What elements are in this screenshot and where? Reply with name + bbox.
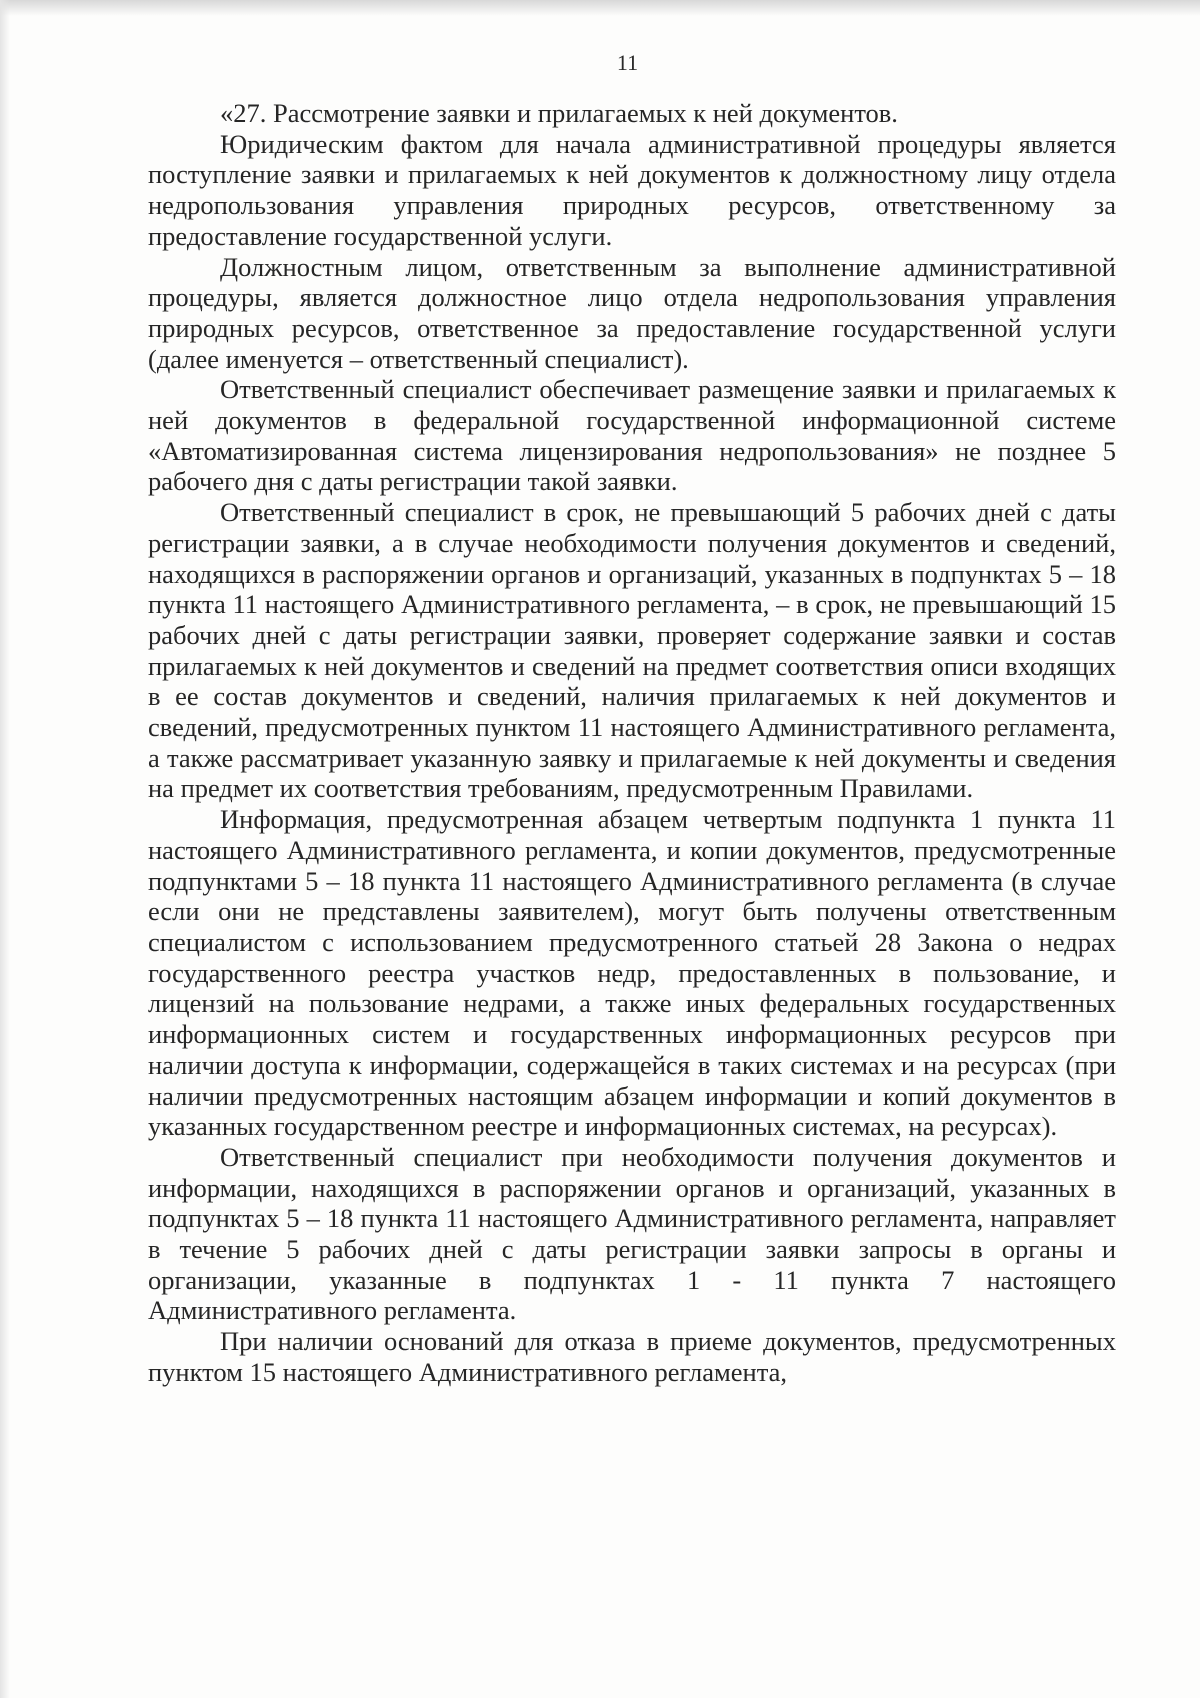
paragraph-responsible-official: Должностным лицом, ответственным за выполнение административной процедуры, является должностное лицо отдела недропользования управления природных ресурсов, ответственное за предоставление государственной услуги (далее именуется – ответственный специалист). (148, 251, 1116, 374)
paragraph-information-sources: Информация, предусмотренная абзацем четвертым подпункта 1 пункта 11 настоящего Административного регламента, и копии документов, предусмотренные подпунктами 5 – 18 пункта 11 настоящего Административного регламента (в случае если они не представлены заявителем), могут быть получены ответственным специалистом с использованием предусмотренного статьей 28 Закона о недрах государственного реестра участков недр, предоставленных в пользование, и лицензий на пользование недрами, а также иных федеральных государственных информационных систем и государственных информационных ресурсов при наличии доступа к информации, содержащейся в таких системах и на ресурсах (при наличии предусмотренных настоящим абзацем информации и копий документов в указанных государственном реестре и информационных системах, на ресурсах). (148, 804, 1116, 1142)
scan-edge-top (0, 0, 1200, 16)
paragraph-refusal-grounds: При наличии оснований для отказа в приеме документов, предусмотренных пунктом 15 настоящего Административного регламента, (148, 1326, 1116, 1387)
paragraph-review-terms: Ответственный специалист в срок, не превышающий 5 рабочих дней с даты регистрации заявки, а в случае необходимости получения документов и сведений, находящихся в распоряжении органов и организаций, указанных в подпунктах 5 – 18 пункта 11 настоящего Административного регламента, – в срок, не превышающий 15 рабочих дней с даты регистрации заявки, проверяет содержание заявки и состав прилагаемых к ней документов и сведений на предмет соответствия описи входящих в ее состав документов и сведений, наличия прилагаемых к ней документов и сведений, предусмотренных пунктом 11 настоящего Административного регламента, а также рассматривает указанную заявку и прилагаемые к ней документы и сведения на предмет их соответствия требованиям, предусмотренным Правилами. (148, 497, 1116, 804)
paragraph-section-27-title: «27. Рассмотрение заявки и прилагаемых к ней документов. (220, 98, 898, 128)
paragraph-application-placement: Ответственный специалист обеспечивает размещение заявки и прилагаемых к ней документов в федеральной государственной информационной системе «Автоматизированная система лицензирования недропользования» не позднее 5 рабочего дня с даты регистрации такой заявки. (148, 374, 1116, 497)
paragraph-requests: Ответственный специалист при необходимости получения документов и информации, находящихся в распоряжении органов и организаций, указанных в подпунктах 5 – 18 пункта 11 настоящего Административного регламента, направляет в течение 5 рабочих дней с даты регистрации заявки запросы в органы и организации, указанные в подпунктах 1 - 11 пункта 7 настоящего Административного регламента. (148, 1141, 1116, 1326)
paragraph-legal-fact: Юридическим фактом для начала административной процедуры является поступление заявки и прилагаемых к ней документов к должностному лицу отдела недропользования управления природных ресурсов, ответственному за предоставление государственной услуги. (148, 128, 1116, 251)
page-number: 11 (616, 50, 639, 75)
scan-edge-left (0, 0, 10, 1698)
document-body (148, 98, 1116, 1388)
